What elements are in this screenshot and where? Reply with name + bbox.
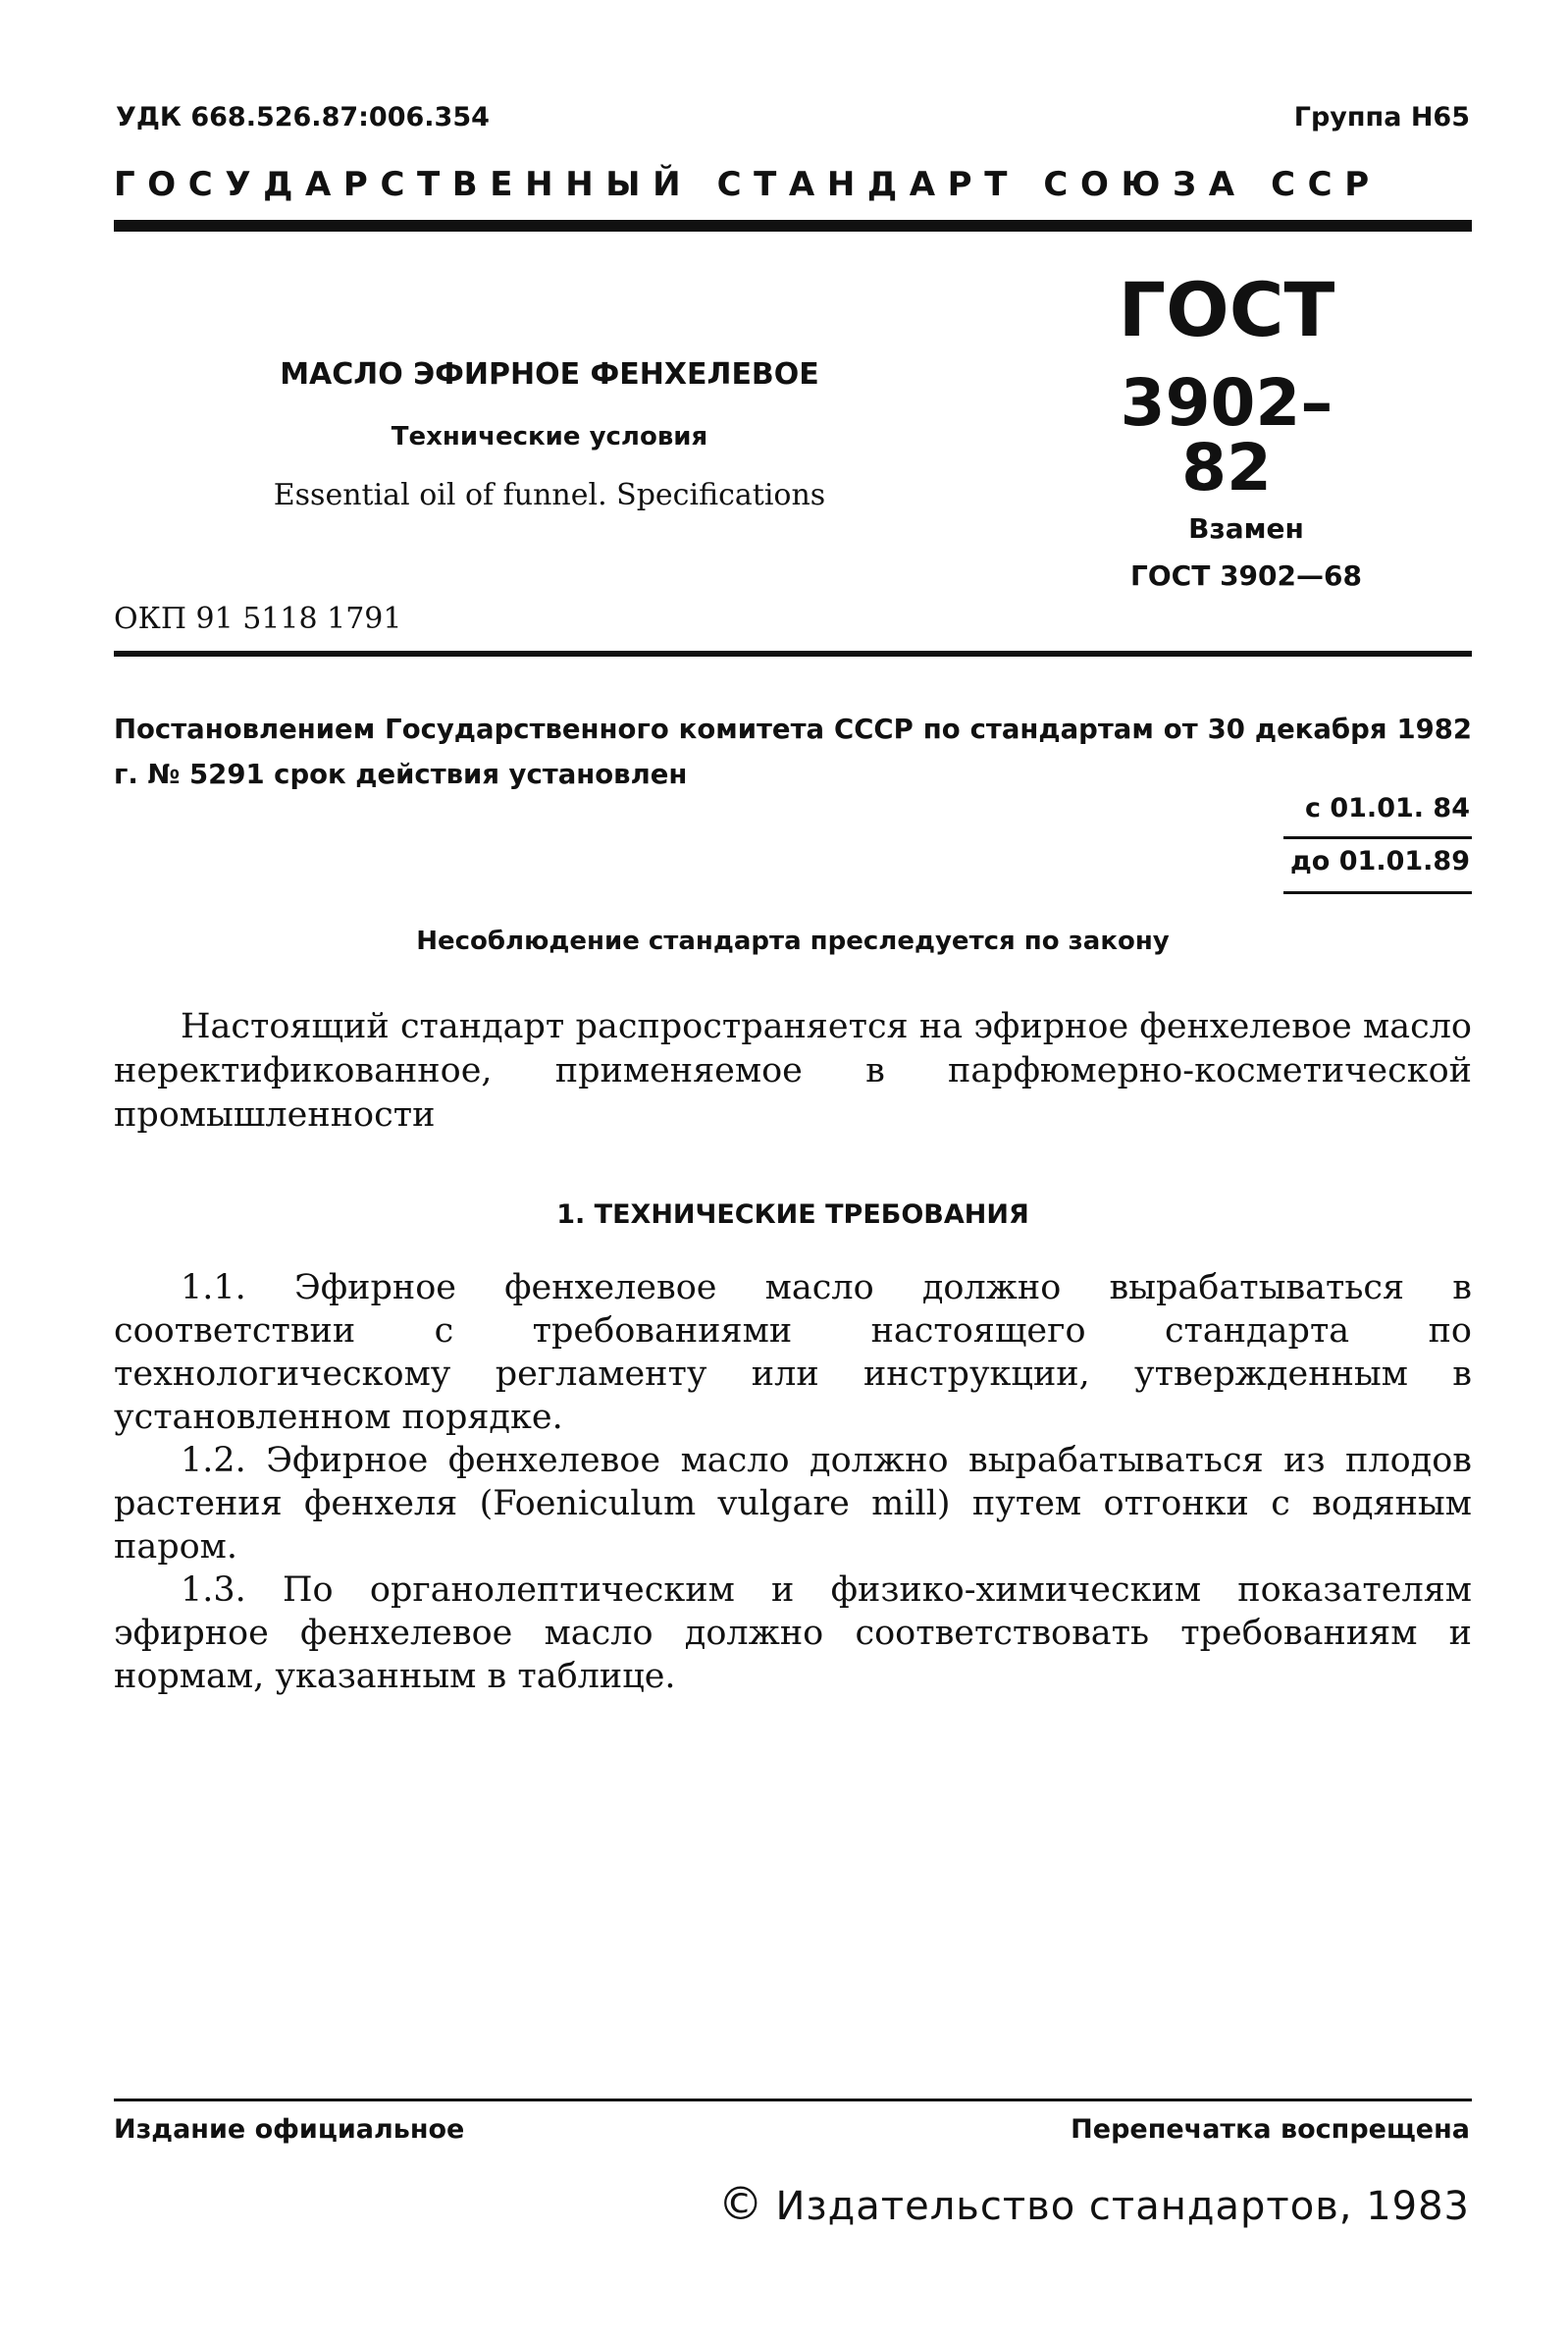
copyright-line bbox=[718, 2177, 1470, 2230]
clause-1-2: 1.2. Эфирное фенхелевое масло должно вырабатываться из плодов растения фенхеля (Foeniculum vulgare mill) путем отгонки с водяным паром. bbox=[114, 1441, 1472, 1567]
okp-code: ОКП 91 5118 1791 bbox=[114, 602, 402, 636]
banner: ГОСУДАРСТВЕННЫЙ СТАНДАРТ СОЮЗА ССР bbox=[114, 165, 1382, 204]
date-rule bbox=[1283, 836, 1472, 839]
document-title: МАСЛО ЭФИРНОЕ ФЕНХЕЛЕВОЕ bbox=[280, 357, 819, 392]
footer-rule bbox=[114, 2099, 1472, 2101]
gost-label: ГОСТ bbox=[1118, 266, 1335, 353]
publisher: Издательство стандартов, 1983 bbox=[775, 2184, 1470, 2229]
document-subtitle: Технические условия bbox=[391, 422, 708, 452]
clause-1-1: 1.1. Эфирное фенхелевое масло должно вырабатываться в соответствии с требованиями настоящего стандарта по технологическому регламенту или инструкции, утвержденным в установленном порядке. bbox=[114, 1268, 1472, 1437]
effective-to: до 01.01.89 bbox=[1290, 846, 1470, 877]
section-heading: 1. ТЕХНИЧЕСКИЕ ТРЕБОВАНИЯ bbox=[556, 1199, 1029, 1230]
clause-1-3: 1.3. По органолептическим и физико-химическим показателям эфирное фенхелевое масло должно соответствовать требованиям и нормам, указанным в таблице. bbox=[114, 1570, 1472, 1696]
english-title: Essential oil of funnel. Specifications bbox=[273, 478, 826, 512]
law-warning: Несоблюдение стандарта преследуется по закону bbox=[416, 927, 1170, 956]
group-code: Группа Н65 bbox=[1293, 102, 1470, 133]
copyright-icon: © bbox=[717, 2177, 763, 2230]
reprint-notice: Перепечатка воспрещена bbox=[1071, 2114, 1470, 2145]
title-rule bbox=[114, 651, 1472, 657]
banner-rule bbox=[114, 220, 1472, 232]
date-underline bbox=[1283, 891, 1472, 894]
official-edition: Издание официальное bbox=[114, 2114, 465, 2145]
effective-from: с 01.01. 84 bbox=[1304, 793, 1470, 824]
intro-paragraph: Настоящий стандарт распространяется на эфирное фенхелевое масло неректификованное, применяемое в парфюмерно-косметической промышленности bbox=[114, 1007, 1472, 1135]
gost-number: 3902–82 bbox=[1120, 365, 1333, 505]
udk-code: УДК 668.526.87:006.354 bbox=[116, 102, 490, 133]
replaces-value: ГОСТ 3902—68 bbox=[1130, 559, 1362, 592]
decree-text: Постановлением Государственного комитета СССР по стандартам от 30 декабря 1982 г. № 5291 срок действия установлен bbox=[114, 714, 1472, 790]
replaces-label: Взамен bbox=[1188, 512, 1304, 545]
